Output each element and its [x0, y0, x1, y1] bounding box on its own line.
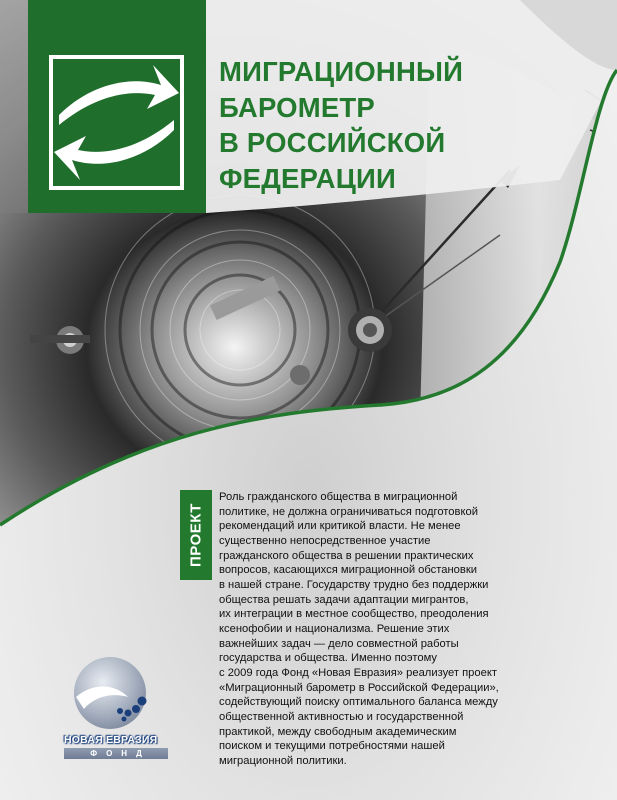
body-line: Роль гражданского общества в миграционной — [219, 491, 458, 503]
body-line: ксенофобии и национализма. Решение этих — [219, 622, 450, 635]
body-line: государства и общества. Именно поэтому — [219, 652, 437, 665]
body-line: общественной активностью и государственной — [219, 710, 464, 723]
migration-arrows-icon — [49, 55, 184, 190]
body-line: гражданского общества в решении практических — [219, 549, 474, 562]
body-line: существенно непосредственное участие — [219, 534, 431, 547]
body-line: с 2009 года Фонд «Новая Евразия» реализует проект — [219, 666, 497, 679]
body-line: важнейших задач — дело совместной работы — [219, 637, 459, 650]
title-line: БАРОМЕТР — [219, 91, 375, 123]
body-paragraph — [219, 490, 519, 768]
body-line: общества решать задачи адаптации мигрантов, — [219, 593, 469, 606]
body-line: «Миграционный барометр в Российской Федерации», — [219, 681, 499, 694]
foundation-subtitle: ФОНД — [64, 748, 168, 759]
project-label: ПРОЕКТ — [187, 503, 205, 567]
logo-block — [28, 0, 206, 213]
emblem — [49, 55, 184, 190]
project-tab — [180, 490, 212, 580]
body-line: рекомендаций или критикой власти. Не менее — [219, 520, 461, 533]
body-line: их интеграции в местное сообщество, преодоления — [219, 608, 489, 621]
body-line: политике, не должна ограничиваться подготовкой — [219, 505, 478, 518]
title-line: МИГРАЦИОННЫЙ — [219, 56, 464, 87]
body-line: поиском и текущими потребностями нашей — [219, 740, 445, 753]
body-line: вопросов, касающихся миграционной обстановки — [219, 564, 477, 577]
globe-dots-icon — [62, 653, 166, 731]
body-line: в нашей стране. Государству трудно без поддержки — [219, 578, 489, 591]
page-title — [219, 54, 463, 196]
body-line: практикой, между свободным академическим — [219, 725, 457, 738]
title-line: В РОССИЙСКОЙ — [219, 127, 446, 158]
foundation-name: НОВАЯ ЕВРАЗИЯ — [64, 734, 158, 746]
body-line: миграционной политики. — [219, 754, 347, 767]
title-line: ФЕДЕРАЦИИ — [219, 162, 396, 194]
body-line: содействующий поиску оптимального баланса между — [219, 696, 498, 709]
